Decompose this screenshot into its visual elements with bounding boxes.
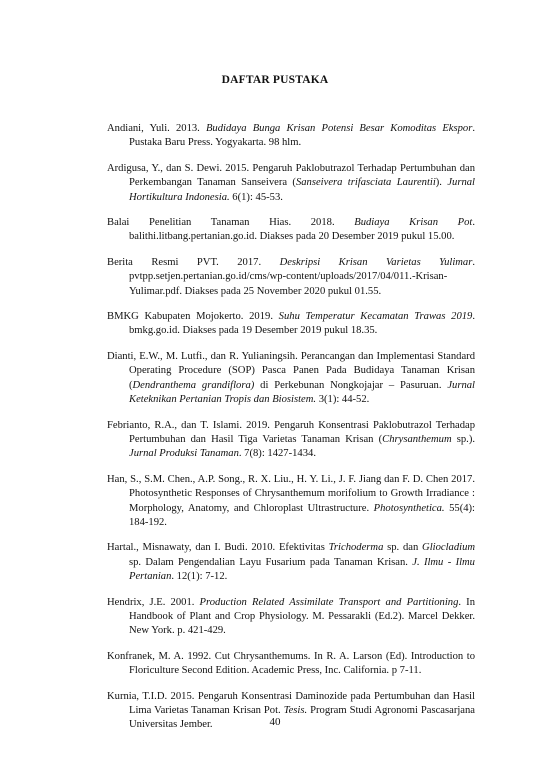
reference-text: Han, S., S.M. Chen., A.P. Song., R. X. Liu., H. Y. Li., J. F. Jiang dan F. D. Chen 2017. Photosynthetic Responses of Chrysanthemum morifolium to Growth Irradiance : Morphology, Anatomy, and Chloroplast Ultrastructure. [107, 473, 475, 514]
reference-text: Kurnia, T.I.D. 2015. Pengaruh Konsentrasi Daminozide pada Pertumbuhan dan Hasil Lima Varietas Tanaman Krisan Pot. [107, 690, 475, 716]
reference-text: ). [435, 177, 448, 189]
reference-text: 3(1): 44-52. [316, 394, 370, 406]
reference-text: di Perkebunan Nongkojajar – Pasuruan. [254, 379, 448, 391]
reference-entry [107, 350, 475, 408]
page-title: DAFTAR PUSTAKA [221, 74, 329, 86]
reference-text: Ardigusa, Y., dan S. Dewi. 2015. Pengaruh Paklobutrazol Terhadap Pertumbuhan dan Perkembangan Tanaman Sanseivera ( [107, 162, 475, 189]
reference-italic-text: J. Ilmu - Ilmu Pertanian [129, 556, 475, 583]
reference-text: Konfranek, M. A. 1992. Cut Chrysanthemums. In R. A. Larson (Ed). Introduction to Floriculture Second Edition. Academic Press, Inc. California. p 7-11. [107, 650, 475, 677]
reference-entry [107, 541, 475, 584]
reference-italic-text: Sanseivera trifasciata Laurentii [295, 177, 436, 189]
reference-italic-text: Jurnal Keteknikan Pertanian Tropis dan Biosistem. [129, 379, 475, 406]
reference-entry [107, 473, 475, 531]
reference-text: . bmkg.go.id. Diakses pada 19 Desember 2019 pukul 18.35. [129, 311, 475, 337]
reference-entry [107, 650, 475, 679]
reference-entry [107, 310, 475, 339]
reference-text: sp. Dalam Pengendalian Layu Fusarium pada Tanaman Krisan. [129, 556, 413, 568]
reference-text: . Pustaka Baru Press. Yogyakarta. 98 hlm. [129, 123, 475, 149]
reference-text: sp. dan [383, 542, 423, 554]
reference-italic-text: Jurnal Produksi Tanaman [129, 448, 239, 460]
reference-text: . 12(1): 7-12. [171, 571, 228, 583]
reference-entry [107, 596, 475, 639]
reference-italic-text: Suhu Temperatur Kecamatan Trawas 2019 [278, 311, 473, 323]
reference-italic-text: Deskripsi Krisan Varietas Yulimar [279, 256, 473, 268]
reference-italic-text: Tesis. [283, 705, 308, 716]
reference-italic-text: Budiaya Krisan Pot [354, 217, 473, 229]
reference-list [107, 122, 475, 744]
reference-entry [107, 216, 475, 245]
reference-italic-text: Photosynthetica. [373, 502, 445, 514]
reference-entry [107, 419, 475, 462]
reference-text: Hendrix, J.E. 2001. [107, 596, 200, 608]
reference-italic-text: Production Related Assimilate Transport and Partitioning [199, 596, 459, 608]
reference-text: Berita Resmi PVT. 2017. [107, 256, 280, 268]
reference-text: Program Studi Agronomi Pascasarjana Universitas Jember. [129, 705, 476, 731]
reference-italic-text: Gliocladium [422, 542, 476, 554]
reference-text: Balai Penelitian Tanaman Hias. 2018. [107, 217, 355, 229]
reference-entry [107, 122, 475, 151]
reference-text: . balithi.litbang.pertanian.go.id. Diakses pada 20 Desember 2019 pukul 15.00. [129, 217, 475, 243]
reference-italic-text: Budidaya Bunga Krisan Potensi Besar Komoditas Ekspor [205, 123, 473, 134]
reference-text: . 7(8): 1427-1434. [238, 448, 316, 460]
reference-text: 6(1): 45-53. [229, 191, 283, 203]
page-number: 40 [269, 716, 281, 728]
reference-text: Febrianto, R.A., dan T. Islami. 2019. Pengaruh Konsentrasi Paklobutrazol Terhadap Pertumbuhan dan Hasil Tiga Varietas Tanaman Krisan ( [107, 419, 475, 445]
reference-entry [107, 256, 475, 299]
reference-text: Andiani, Yuli. 2013. [107, 123, 206, 134]
reference-text: . In Handbook of Plant and Crop Physiology. M. Pessarakli (Ed.2). Marcel Dekker. New York. p. 421-429. [129, 596, 475, 637]
reference-italic-text: Trichoderma [328, 542, 384, 554]
reference-text: sp.). [451, 433, 475, 445]
reference-text: BMKG Kabupaten Mojokerto. 2019. [107, 311, 279, 323]
reference-text: 55(4): 184-192. [129, 502, 475, 528]
reference-text: . pvtpp.setjen.pertanian.go.id/cms/wp-content/uploads/2017/04/011.-Krisan-Yulimar.pdf. Diakses pada 25 November 2020 pukul 01.55. [129, 256, 476, 297]
reference-text: Hartal., Misnawaty, dan I. Budi. 2010. Efektivitas [107, 542, 329, 554]
reference-text: Dianti, E.W., M. Lutfi., dan R. Yulianingsih. Perancangan dan Implementasi Standard Operating Procedure (SOP) Pasca Panen Pada Budidaya Tanaman Krisan ( [107, 350, 475, 391]
reference-italic-text: Dendranthema grandiflora) [132, 379, 255, 391]
reference-italic-text: Jurnal Hortikultura Indonesia. [129, 177, 475, 203]
reference-italic-text: Chrysanthemum [382, 433, 452, 445]
reference-entry [107, 162, 475, 205]
